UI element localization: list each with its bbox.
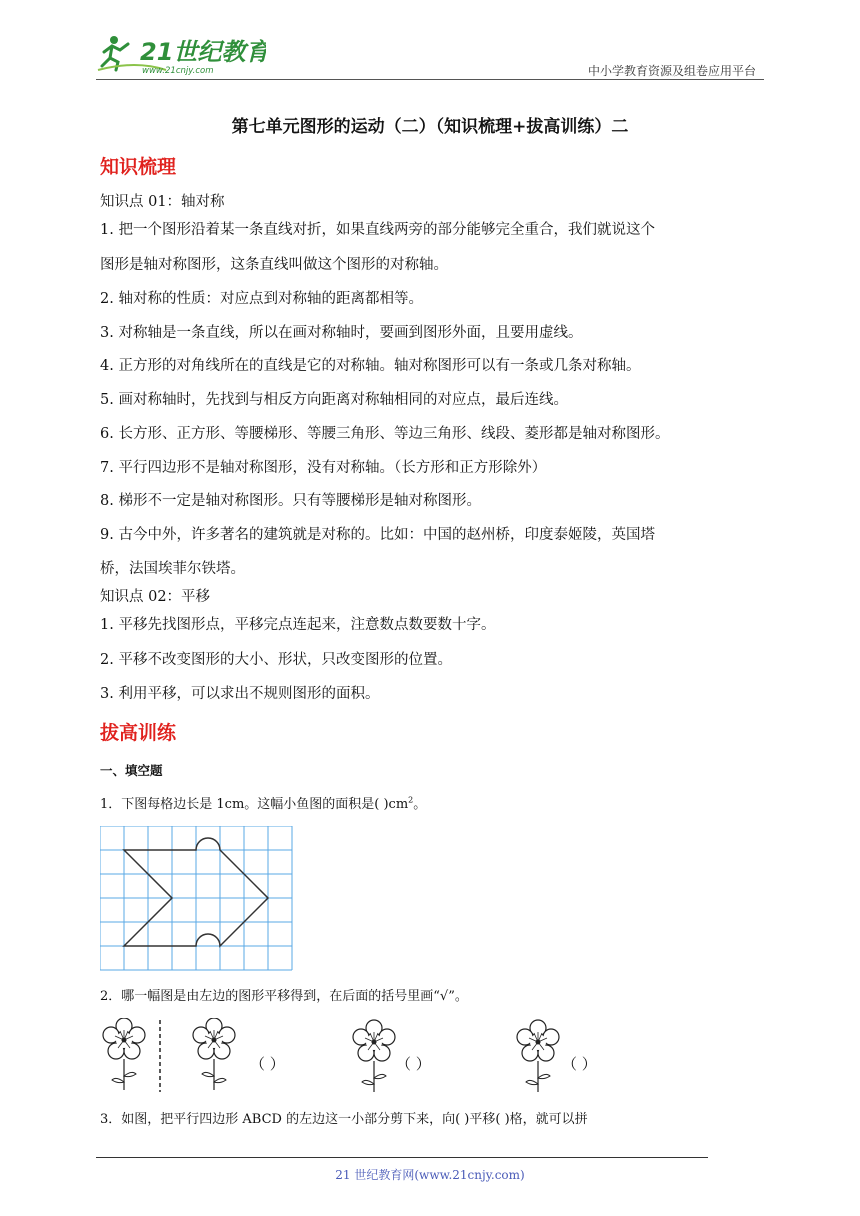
text-line: 9. 古今中外，许多著名的建筑就是对称的。比如：中国的赵州桥，印度泰姬陵，英国塔: [100, 527, 655, 543]
knowledge-point-1: 知识点 01：轴对称: [100, 194, 225, 210]
answer-bracket-a[interactable]: （ ）: [250, 1055, 285, 1073]
flower-option-a: [193, 1018, 235, 1090]
flower-original: [103, 1018, 145, 1090]
text-line: 1. 平移先找图形点，平移完点连起来，注意数点数要数十字。: [100, 617, 496, 633]
logo-url: www.21cnjy.com: [142, 66, 214, 76]
text-line: 7. 平行四边形不是轴对称图形，没有对称轴。（长方形和正方形除外）: [100, 460, 547, 476]
knowledge-point-2: 知识点 02：平移: [100, 589, 211, 605]
question-1: 1．下图每格边长是 1cm。这幅小鱼图的面积是( )$cm^2$。: [100, 795, 427, 812]
text-line: 3. 对称轴是一条直线，所以在画对称轴时，要画到图形外面，且要用虚线。: [100, 325, 583, 341]
site-logo: [96, 30, 266, 76]
question-3: 3．如图，把平行四边形 ABCD 的左边这一小部分剪下来，向( )平移( )格，就可以拼: [100, 1112, 588, 1127]
text-line: 2. 平移不改变图形的大小、形状，只改变图形的位置。: [100, 652, 452, 668]
section-heading-knowledge: 知识梳理: [100, 156, 177, 178]
answer-bracket-b[interactable]: （ ）: [396, 1055, 431, 1073]
section-heading-training: 拔高训练: [100, 722, 177, 744]
fish-grid-figure: [100, 826, 296, 978]
text-line: 3. 利用平移，可以求出不规则图形的面积。: [100, 686, 380, 702]
text-line: 1. 把一个图形沿着某一条直线对折，如果直线两旁的部分能够完全重合，我们就说这个: [100, 222, 655, 238]
answer-bracket-c[interactable]: （ ）: [562, 1055, 597, 1073]
header-divider: [96, 79, 764, 80]
footer-text[interactable]: 21 世纪教育网(www.21cnjy.com): [335, 1168, 525, 1182]
logo-text: 21世纪教育: [140, 38, 266, 66]
page-title: 第七单元图形的运动（二）（知识梳理+拔高训练）二: [231, 117, 629, 137]
text-line: 8. 梯形不一定是轴对称图形。只有等腰梯形是轴对称图形。: [100, 493, 481, 509]
text-line: 桥，法国埃菲尔铁塔。: [100, 561, 245, 577]
subsection-fill-blank: 一、填空题: [100, 763, 163, 778]
flower-option-c: [517, 1020, 559, 1092]
platform-name: 中小学教育资源及组卷应用平台: [587, 64, 756, 78]
text-line: 2. 轴对称的性质：对应点到对称轴的距离都相等。: [100, 291, 423, 307]
question-2: 2．哪一幅图是由左边的图形平移得到，在后面的括号里画“√”。: [100, 989, 468, 1004]
text-line: 图形是轴对称图形，这条直线叫做这个图形的对称轴。: [100, 257, 448, 273]
flower-option-b: [353, 1020, 395, 1092]
footer-divider: [96, 1157, 708, 1158]
text-line: 4. 正方形的对角线所在的直线是它的对称轴。轴对称图形可以有一条或几条对称轴。: [100, 358, 641, 374]
text-line: 5. 画对称轴时，先找到与相反方向距离对称轴相同的对应点，最后连线。: [100, 392, 568, 408]
text-line: 6. 长方形、正方形、等腰梯形、等腰三角形、等边三角形、线段、菱形都是轴对称图形。: [100, 426, 670, 442]
